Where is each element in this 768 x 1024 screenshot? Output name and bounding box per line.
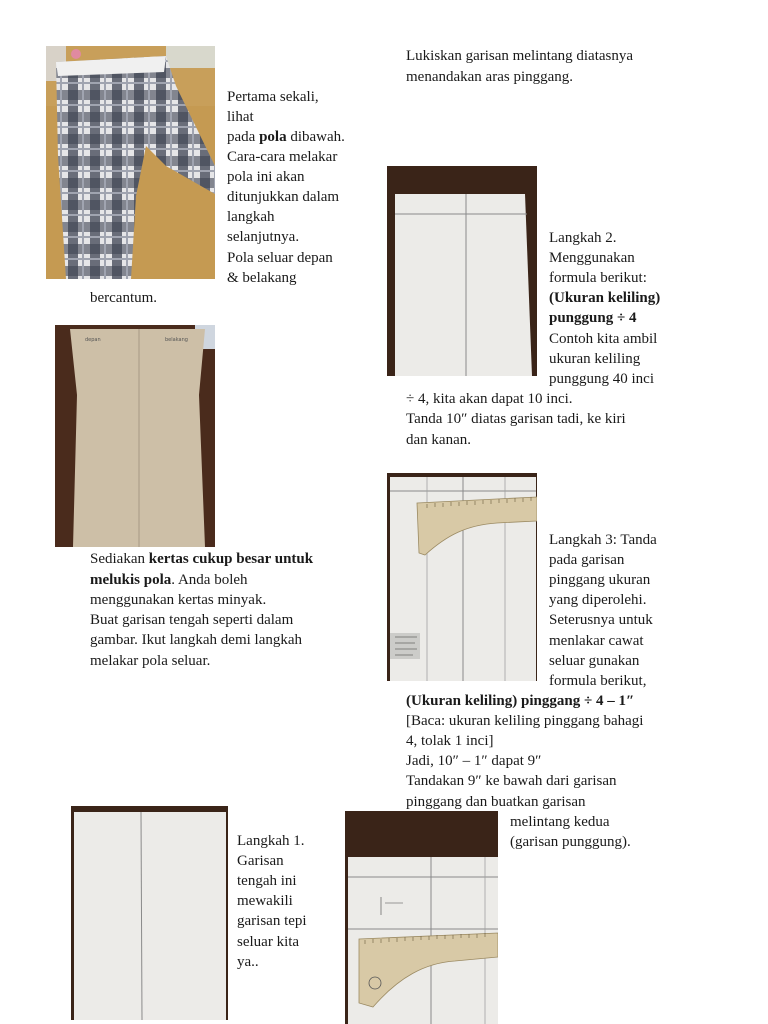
step3-line-16: (garisan punggung). xyxy=(510,834,631,850)
intro-line-6: ditunjukkan dalam xyxy=(227,189,340,205)
step3-line-5: Seterusnya untuk xyxy=(549,612,653,628)
intro-line-8: selanjutnya. xyxy=(227,229,300,245)
step3-line-11: 4, tolak 1 inci] xyxy=(406,733,494,749)
step2-line-3: formula berikut: xyxy=(549,270,647,286)
prep-line-1 xyxy=(90,549,313,569)
intro-line-3-post: dibawah. xyxy=(286,129,345,145)
intro-line-3-bold: pola xyxy=(259,129,287,145)
prep-line-1-bold: kertas cukup besar untuk xyxy=(148,551,314,567)
step1-line-1: Langkah 1. xyxy=(237,833,305,849)
step2-line-8: punggung 40 inci xyxy=(549,371,654,387)
intro-line-4: Cara-cara melakar xyxy=(227,149,338,165)
step1-line-3: tengah ini xyxy=(237,873,297,889)
pattern-paper-photo xyxy=(55,325,215,547)
intro-line-11: bercantum. xyxy=(90,290,158,306)
step2-line-9: ÷ 4, kita akan dapat 10 inci. xyxy=(406,391,573,407)
step2-line-10: Tanda 10″ diatas garisan tadi, ke kiri xyxy=(406,411,626,427)
step3-line-4: yang diperolehi. xyxy=(549,592,647,608)
prep-line-3: menggunakan kertas minyak. xyxy=(90,592,267,608)
step1-center-line-photo xyxy=(71,806,228,1020)
step3-line-13: Tandakan 9″ ke bawah dari garisan xyxy=(406,773,617,789)
step2-waist-line-photo xyxy=(387,166,537,376)
intro-line-9: Pola seluar depan xyxy=(227,250,333,266)
prep-line-5: gambar. Ikut langkah demi langkah xyxy=(90,632,303,648)
step2-line-2: Menggunakan xyxy=(549,250,635,266)
step1-line-4: mewakili xyxy=(237,893,293,909)
step3-crotch-line-photo xyxy=(345,811,498,1024)
step3-line-15: melintang kedua xyxy=(510,814,610,830)
step2-line-6: Contoh kita ambil xyxy=(549,331,658,347)
prep-line-6: melakar pola seluar. xyxy=(90,653,211,669)
intro-line-3-pre: pada xyxy=(227,129,260,145)
svg-text:belakang: belakang xyxy=(165,337,188,343)
step2-line-1: Langkah 2. xyxy=(549,230,617,246)
prep-line-1-pre: Sediakan xyxy=(90,551,149,567)
step3-line-2: pada garisan xyxy=(549,552,625,568)
step3-line-3: pinggang ukuran xyxy=(549,572,651,588)
step3-line-14: pinggang dan buatkan garisan xyxy=(406,794,586,810)
trousers-photo xyxy=(46,46,215,279)
step1-line-5: garisan tepi xyxy=(237,913,307,929)
top-line-2: menandakan aras pinggang. xyxy=(406,69,574,85)
step3-line-7: seluar gunakan xyxy=(549,653,640,669)
prep-line-2-post: . Anda boleh xyxy=(171,572,248,588)
prep-line-2 xyxy=(90,570,248,590)
top-line-1: Lukiskan garisan melintang diatasnya xyxy=(406,48,634,64)
step3-line-12: Jadi, 10″ – 1″ dapat 9″ xyxy=(406,753,542,769)
step3-line-10: [Baca: ukuran keliling pinggang bahagi xyxy=(406,713,644,729)
step3-ruler-marking-photo xyxy=(387,473,537,681)
step3-line-1: Langkah 3: Tanda xyxy=(549,532,657,548)
prep-line-2-bold: melukis pola xyxy=(90,572,172,588)
step2-line-4-bold: (Ukuran keliling) xyxy=(549,290,661,306)
step3-line-6: menlakar cawat xyxy=(549,633,644,649)
step2-line-11: dan kanan. xyxy=(406,432,471,448)
step3-line-8: formula berikut, xyxy=(549,673,647,689)
intro-line-2: lihat xyxy=(227,109,254,125)
prep-line-4: Buat garisan tengah seperti dalam xyxy=(90,612,294,628)
step3-line-9 xyxy=(406,691,634,711)
step2-line-7: ukuran keliling xyxy=(549,351,641,367)
intro-line-5: pola ini akan xyxy=(227,169,305,185)
step2-line-5 xyxy=(549,308,636,328)
intro-line-3 xyxy=(227,127,345,147)
step1-line-2: Garisan xyxy=(237,853,284,869)
step2-line-5-bold: punggung ÷ 4 xyxy=(549,310,637,326)
svg-text:depan: depan xyxy=(85,337,101,343)
step3-line-9-bold: (Ukuran keliling) pinggang ÷ 4 – 1″ xyxy=(406,693,635,709)
step2-line-4 xyxy=(549,288,660,308)
intro-line-7: langkah xyxy=(227,209,275,225)
intro-line-10: & belakang xyxy=(227,270,297,286)
intro-line-1: Pertama sekali, xyxy=(227,89,319,105)
step1-line-6: seluar kita xyxy=(237,934,300,950)
step1-line-7: ya.. xyxy=(237,954,259,970)
